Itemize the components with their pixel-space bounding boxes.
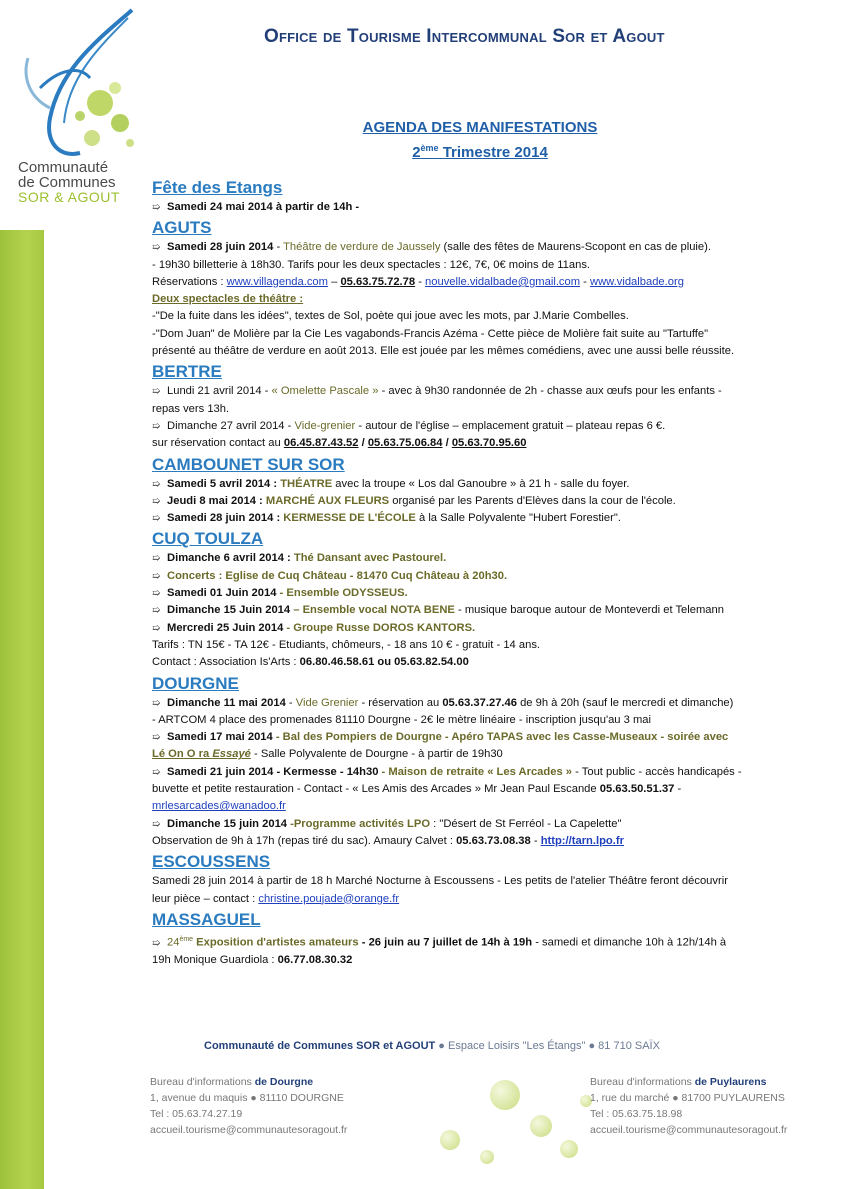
arrow-bullet-icon: ➯ <box>152 553 161 565</box>
event-line: présenté au théâtre de verdure en août 2013. Elle est jouée par les mêmes comédiens, avec une aussi belle réussite. <box>152 345 735 358</box>
event-line: ➯ Jeudi 8 mai 2014 : MARCHÉ AUX FLEURS organisé par les Parents d'Elèves dans la cour de l'école. <box>152 493 832 510</box>
event-line: -"De la fuite dans les idées", textes de Sol, poète qui joue avec les mots, par J.Marie Combelles. <box>152 310 629 323</box>
event-line: ➯ Samedi 24 mai 2014 à partir de 14h - <box>152 199 832 216</box>
office-email[interactable]: accueil.tourisme@communautesoragout.fr <box>150 1124 348 1136</box>
bubble-icon <box>560 1140 578 1158</box>
town-cambounet-sur-sor: CAMBOUNET SUR SOR <box>152 454 345 474</box>
link-villagenda[interactable]: www.villagenda.com <box>226 275 328 288</box>
event-line: Samedi 28 juin 2014 à partir de 18 h Marché Nocturne à Escoussens - Les petits de l'atelier Théâtre feront découvrir <box>152 875 728 888</box>
event-line: ➯ Samedi 17 mai 2014 - Bal des Pompiers de Dourgne - Apéro TAPAS avec les Casse-Museaux - soirée avec <box>152 729 832 746</box>
agenda-heading: AGENDA DES MANIFESTATIONS <box>362 119 598 136</box>
green-side-bar <box>0 230 44 1189</box>
event-line: ➯ Samedi 5 avril 2014 : THÉATRE avec la troupe « Los dal Ganoubre » à 21 h - salle du foyer. <box>152 476 832 493</box>
event-line: ➯ Dimanche 27 avril 2014 - Vide-grenier - autour de l'église – emplacement gratuit – plateau repas 6 €. <box>152 418 832 435</box>
event-line: ➯ Mercredi 25 Juin 2014 - Groupe Russe DOROS KANTORS. <box>152 620 832 637</box>
arrow-bullet-icon: ➯ <box>152 478 161 490</box>
event-line: ➯ Samedi 01 Juin 2014 - Ensemble ODYSSEUS. <box>152 585 832 602</box>
arrow-bullet-icon: ➯ <box>152 697 161 709</box>
logo-line-1: Communauté <box>18 159 109 176</box>
event-line: ➯ Dimanche 6 avril 2014 : Thé Dansant avec Pastourel. <box>152 550 832 567</box>
office-address: 1, avenue du maquis ● 81110 DOURGNE <box>150 1092 344 1104</box>
office-puylaurens <box>590 1074 787 1138</box>
event-line: Deux spectacles de théâtre : <box>152 293 304 306</box>
town-dourgne: DOURGNE <box>152 673 239 693</box>
town-cuq-toulza: CUQ TOULZA <box>152 529 264 549</box>
event-line: ➯ Samedi 21 juin 2014 - Kermesse - 14h30 - Maison de retraite « Les Arcades » - Tout public - accès handicapés - <box>152 764 832 781</box>
logo-text <box>18 160 120 205</box>
town-fete-des-etangs: Fête des Etangs <box>152 178 283 197</box>
arrow-bullet-icon: ➯ <box>152 202 161 213</box>
logo-line-2: de Communes <box>18 174 116 191</box>
event-line: leur pièce – contact : christine.poujade@orange.fr <box>152 892 400 905</box>
event-line: - ARTCOM 4 place des promenades 81110 Dourgne - 2€ le mètre linéaire - inscription jusqu'au 3 mai <box>152 713 651 726</box>
event-line: ➯ Concerts : Eglise de Cuq Château - 81470 Cuq Château à 20h30. <box>152 568 832 585</box>
sidebar <box>0 0 150 1189</box>
event-line: ➯ Dimanche 15 Juin 2014 – Ensemble vocal NOTA BENE - musique baroque autour de Monteverdi et Telemann <box>152 602 832 619</box>
agenda-content <box>152 176 832 969</box>
event-line: 19h Monique Guardiola : 06.77.08.30.32 <box>152 953 353 966</box>
event-line: repas vers 13h. <box>152 402 230 415</box>
bubble-icon <box>530 1115 552 1137</box>
event-line: Observation de 9h à 17h (repas tiré du sac). Amaury Calvet : 05.63.73.08.38 - http://tarn.lpo.fr <box>152 834 624 847</box>
link-email-arcades[interactable]: mrlesarcades@wanadoo.fr <box>152 800 286 813</box>
logo-line-3: SOR & AGOUT <box>18 189 120 205</box>
arrow-bullet-icon: ➯ <box>152 588 161 600</box>
decorative-bubbles <box>380 1060 600 1180</box>
arrow-bullet-icon: ➯ <box>152 386 161 398</box>
arrow-bullet-icon: ➯ <box>152 622 161 634</box>
arrow-bullet-icon: ➯ <box>152 570 161 582</box>
bubble-icon <box>490 1080 520 1110</box>
arrow-bullet-icon: ➯ <box>152 513 161 525</box>
arrow-bullet-icon: ➯ <box>152 937 161 949</box>
bubble-icon <box>440 1130 460 1150</box>
arrow-bullet-icon: ➯ <box>152 766 161 778</box>
town-massaguel: MASSAGUEL <box>152 909 261 929</box>
arrow-bullet-icon: ➯ <box>152 732 161 744</box>
office-dourgne <box>150 1074 347 1138</box>
link-tarn-lpo[interactable]: http://tarn.lpo.fr <box>540 834 624 847</box>
office-label: Bureau d'informations de Dourgne <box>150 1076 314 1088</box>
arrow-bullet-icon: ➯ <box>152 420 161 432</box>
event-line: Contact : Association Is'Arts : 06.80.46.58.61 ou 05.63.82.54.00 <box>152 656 469 669</box>
event-line: ➯ 24ème Exposition d'artistes amateurs - 26 juin au 7 juillet de 14h à 19h - samedi et dimanche 10h à 12h/14h à <box>152 931 832 952</box>
event-line: ➯ Samedi 28 juin 2014 - Théâtre de verdure de Jaussely (salle des fêtes de Maurens-Scopont en cas de pluie). <box>152 239 832 256</box>
header-title: Office de Tourisme Intercommunal Sor et Agout <box>264 26 665 47</box>
event-line: Tarifs : TN 15€ - TA 12€ - Etudiants, chômeurs, - 18 ans 10 € - gratuit - 14 ans. <box>152 638 541 651</box>
arrow-bullet-icon: ➯ <box>152 818 161 830</box>
arrow-bullet-icon: ➯ <box>152 242 161 254</box>
event-line: Lé On O ra Essayé - Salle Polyvalente de Dourgne - à partir de 19h30 <box>152 748 503 761</box>
arrow-bullet-icon: ➯ <box>152 495 161 507</box>
footer-main: Communauté de Communes SOR et AGOUT ● Espace Loisirs "Les Étangs" ● 81 710 SAÏX <box>204 1040 660 1052</box>
arrow-bullet-icon: ➯ <box>152 605 161 617</box>
town-bertre: BERTRE <box>152 362 222 382</box>
office-tel: Tel : 05.63.75.18.98 <box>590 1108 683 1120</box>
bubble-icon <box>480 1150 494 1164</box>
office-email[interactable]: accueil.tourisme@communautesoragout.fr <box>590 1124 788 1136</box>
office-label: Bureau d'informations de Puylaurens <box>590 1076 767 1088</box>
event-line: Réservations : www.villagenda.com – 05.63.75.72.78 - nouvelle.vidalbade@gmail.com - www.vidalbade.org <box>152 275 684 288</box>
event-line: ➯ Dimanche 11 mai 2014 - Vide Grenier - réservation au 05.63.37.27.46 de 9h à 20h (sauf le mercredi et dimanche) <box>152 695 832 712</box>
event-line: buvette et petite restauration - Contact - « Les Amis des Arcades » Mr Jean Paul Escande 05.63.50.51.37 - <box>152 783 682 796</box>
event-line: -"Dom Juan" de Molière par la Cie Les vagabonds-Francis Azéma - Cette pièce de Molière fait suite au "Tartuffe" <box>152 327 709 340</box>
office-address: 1, rue du marché ● 81700 PUYLAURENS <box>590 1092 785 1104</box>
town-aguts: AGUTS <box>152 218 212 238</box>
town-escoussens: ESCOUSSENS <box>152 852 271 872</box>
link-email-vidalbade[interactable]: nouvelle.vidalbade@gmail.com <box>425 275 581 288</box>
event-line: ➯ Lundi 21 avril 2014 - « Omelette Pascale » - avec à 9h30 randonnée de 2h - chasse aux œufs pour les enfants - <box>152 383 832 400</box>
link-email-poujade[interactable]: christine.poujade@orange.fr <box>258 892 400 905</box>
event-line: ➯ Dimanche 15 juin 2014 -Programme activités LPO : "Désert de St Ferréol - La Capelette" <box>152 816 832 833</box>
event-line <box>152 798 832 815</box>
event-line: - 19h30 billetterie à 18h30. Tarifs pour les deux spectacles : 12€, 7€, 0€ moins de 11ans. <box>152 258 591 271</box>
event-line: ➯ Samedi 28 juin 2014 : KERMESSE DE L'ÉCOLE à la Salle Polyvalente "Hubert Forestier". <box>152 510 832 527</box>
agenda-title <box>150 117 810 163</box>
office-tel: Tel : 05.63.74.27.19 <box>150 1108 243 1120</box>
link-vidalbade[interactable]: www.vidalbade.org <box>590 275 684 288</box>
agenda-subheading: 2ème Trimestre 2014 <box>412 143 548 161</box>
event-line: sur réservation contact au 06.45.87.43.52 / 05.63.75.06.84 / 05.63.70.95.60 <box>152 437 527 450</box>
